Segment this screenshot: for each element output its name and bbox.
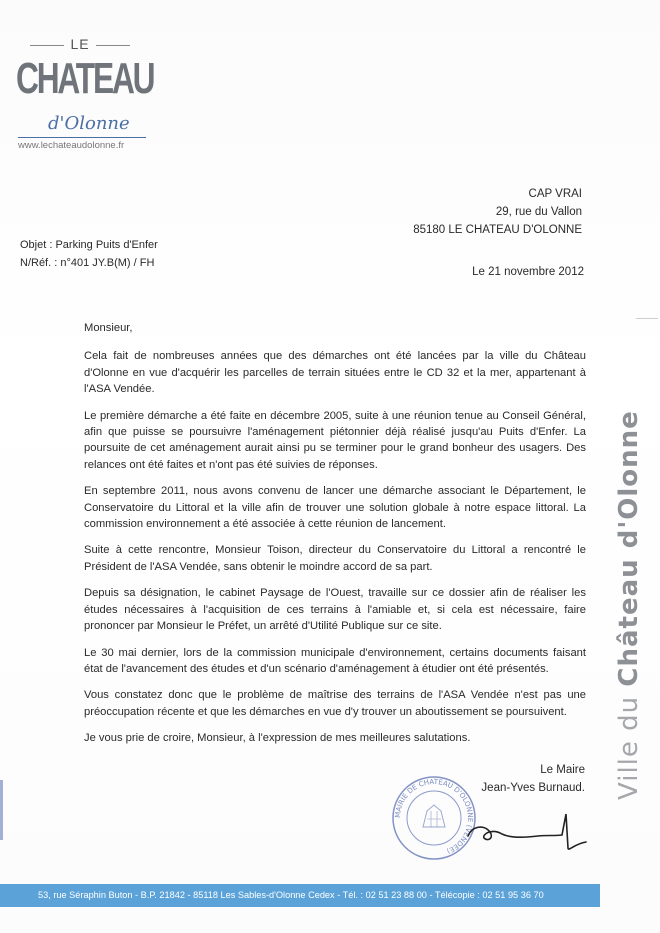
subject-reference: N/Réf. : n°401 JY.B(M) / FH <box>20 257 155 269</box>
recipient-city: 85180 LE CHATEAU D'OLONNE <box>413 224 582 236</box>
stamp-text: MAIRIE DE CHATEAU D'OLONNE (VENDÉE) <box>393 777 475 856</box>
side-city-banner <box>614 410 644 800</box>
city-logo <box>14 36 154 156</box>
greeting: Monsieur, <box>84 322 133 334</box>
closing-paragraph: Je vous prie de croire, Monsieur, à l'expression de mes meilleures salutations. <box>84 732 471 745</box>
paragraph: Vous constatez donc que le problème de maîtrise des terrains de l'ASA Vendée n'est pas une préoccupation récente et que les démarches en vue d'y trouver un aboutissement se poursuivent. <box>84 689 586 718</box>
letter-body <box>84 320 586 757</box>
subject-object: Objet : Parking Puits d'Enfer <box>20 239 158 251</box>
paragraph: Le première démarche a été faite en décembre 2005, suite à une réunion tenue au Conseil Général, afin que puisse se poursuivre l'aménagement piétonnier déjà réalisé jusqu'au Puits d'Enfer. La poursuite de cet aménagement aurait ainsi pu se terminer pour le grand bonheur des usagers. Des relances ont été faites et n'ont pas été suivies de réponses. <box>84 409 586 471</box>
footer-contact-bar: 53, rue Séraphin Buton - B.P. 21842 - 85118 Les Sables-d'Olonne Cedex - Tél. : 02 51 23 88 00 - Télécopie : 02 51 95 36 70 <box>0 884 600 907</box>
signatory-name: Jean-Yves Burnaud. <box>481 782 585 794</box>
logo-le-text: LE <box>14 36 146 52</box>
paragraph: Suite à cette rencontre, Monsieur Toison, directeur du Conservatoire du Littoral a rencontré le Président de l'ASA Vendée, sans obtenir le moindre accord de sa part. <box>84 544 586 573</box>
handwritten-signature <box>462 808 592 858</box>
subject-block <box>20 236 158 272</box>
paragraph: En septembre 2011, nous avons convenu de lancer une démarche associant le Département, le Conservatoire du Littoral et la ville afin de trouver une solution globale à notre espace littoral. La commission environnement a été associée à cette réunion de lancement. <box>84 485 586 531</box>
edge-mark <box>0 780 3 840</box>
letter-date: Le 21 novembre 2012 <box>472 266 584 278</box>
recipient-address <box>413 185 582 239</box>
side-text-name: Château d'Olonne <box>614 410 644 687</box>
recipient-street: 29, rue du Vallon <box>495 206 582 218</box>
recipient-name: CAP VRAI <box>528 188 582 200</box>
paragraph: Le 30 mai dernier, lors de la commission municipale d'environnement, certains documents faisant état de l'avancement des études et d'un scénario d'aménagement à étudier ont été présentés. <box>84 646 586 675</box>
signatory-title: Le Maire <box>540 764 585 776</box>
paragraph: Cela fait de nombreuses années que des démarches ont été lancées par la ville du Château d'Olonne en vue d'acquérir les parcelles de terrain situées entre le CD 32 et la mer, appartenant à l'ASA Vendée. <box>84 350 586 396</box>
logo-chateau-text: CHATEAU <box>16 54 154 103</box>
fold-mark <box>636 318 658 319</box>
logo-underline <box>18 137 146 138</box>
side-text-prefix: Ville du <box>614 686 644 800</box>
logo-olonne-text: d'Olonne <box>48 113 130 134</box>
paragraph: Depuis sa désignation, le cabinet Paysage de l'Ouest, travaille sur ce dossier afin de réaliser les études nécessaires à l'acquisition de ces terrains à l'amiable et, si cela est nécessaire, faire prononcer par Monsieur le Préfet, un arrêté d'Utilité Publique sur ce site. <box>84 587 586 633</box>
logo-url: www.lechateaudolonne.fr <box>18 140 125 151</box>
